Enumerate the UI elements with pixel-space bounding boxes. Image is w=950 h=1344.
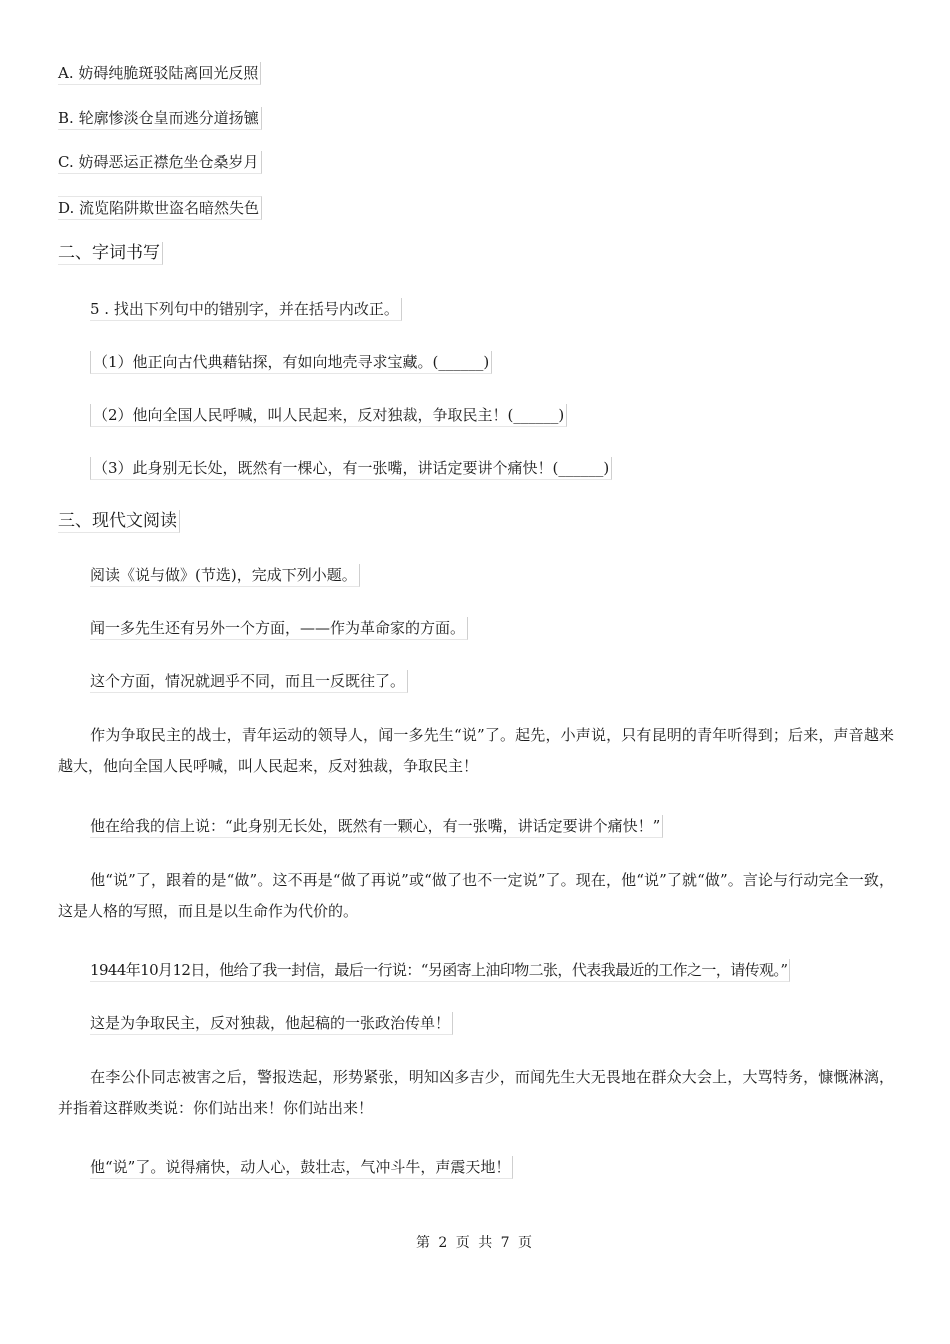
option-c	[58, 151, 262, 174]
reading-paragraph: 他“说”了，跟着的是“做”。这不再是“做了再说”或“做了也不一定说”了。现在，他“说”了就“做”。言论与行动完全一致，这是人格的写照，而且是以生命作为代价的。	[58, 871, 894, 920]
option-b	[58, 107, 262, 130]
page-number: 第 2 页 共 7 页	[415, 1235, 535, 1251]
question-5-item-1: （1）他正向古代典藉钻探，有如向地壳寻求宝藏。(______)	[90, 351, 492, 374]
option-label: D.	[58, 199, 75, 217]
option-label: C.	[58, 153, 74, 171]
option-text: 流览陷阱欺世盗名暗然失色	[79, 199, 260, 217]
section-2-title: 二、字词书写	[58, 242, 163, 265]
reading-paragraph: 他“说”了。说得痛快，动人心，鼓壮志，气冲斗牛，声震天地！	[90, 1156, 513, 1179]
section-3-title: 三、现代文阅读	[58, 510, 180, 533]
reading-paragraph: 1944年10月12日，他给了我一封信，最后一行说：“另函寄上油印物二张，代表我最近的工作之一，请传观。”	[90, 959, 790, 982]
reading-paragraph: 他在给我的信上说：“此身别无长处，既然有一颗心，有一张嘴，讲话定要讲个痛快！”	[90, 815, 663, 838]
question-5: 5 . 找出下列句中的错别字，并在括号内改正。	[90, 298, 402, 321]
reading-instruction: 阅读《说与做》(节选)，完成下列小题。	[90, 564, 360, 587]
question-5-item-3: （3）此身别无长处，既然有一棵心，有一张嘴，讲话定要讲个痛快！(______)	[90, 457, 612, 480]
reading-paragraph: 这个方面，情况就迥乎不同，而且一反既往了。	[90, 670, 408, 693]
option-text: 轮廓惨淡仓皇而逃分道扬镳	[78, 109, 259, 127]
option-text: 妨碍恶运正襟危坐仓桑岁月	[78, 153, 259, 171]
option-a	[58, 62, 261, 85]
option-label: B.	[58, 109, 74, 127]
reading-paragraph: 闻一多先生还有另外一个方面，——作为革命家的方面。	[90, 617, 468, 640]
reading-paragraph: 作为争取民主的战士，青年运动的领导人，闻一多先生“说”了。起先，小声说，只有昆明的青年听得到；后来，声音越来越大，他向全国人民呼喊，叫人民起来，反对独裁，争取民主！	[58, 726, 894, 775]
question-5-item-2: （2）他向全国人民呼喊，叫人民起来，反对独裁，争取民主！(______)	[90, 404, 567, 427]
option-label: A.	[58, 64, 74, 82]
option-d	[58, 196, 262, 220]
option-text: 妨碍纯脆斑驳陆离回光反照	[78, 64, 259, 82]
reading-paragraph: 在李公仆同志被害之后，警报迭起，形势紧张，明知凶多吉少，而闻先生大无畏地在群众大会上，大骂特务，慷慨淋漓，并指着这群败类说：你们站出来！你们站出来！	[58, 1068, 894, 1117]
reading-paragraph: 这是为争取民主，反对独裁，他起稿的一张政治传单！	[90, 1012, 453, 1035]
